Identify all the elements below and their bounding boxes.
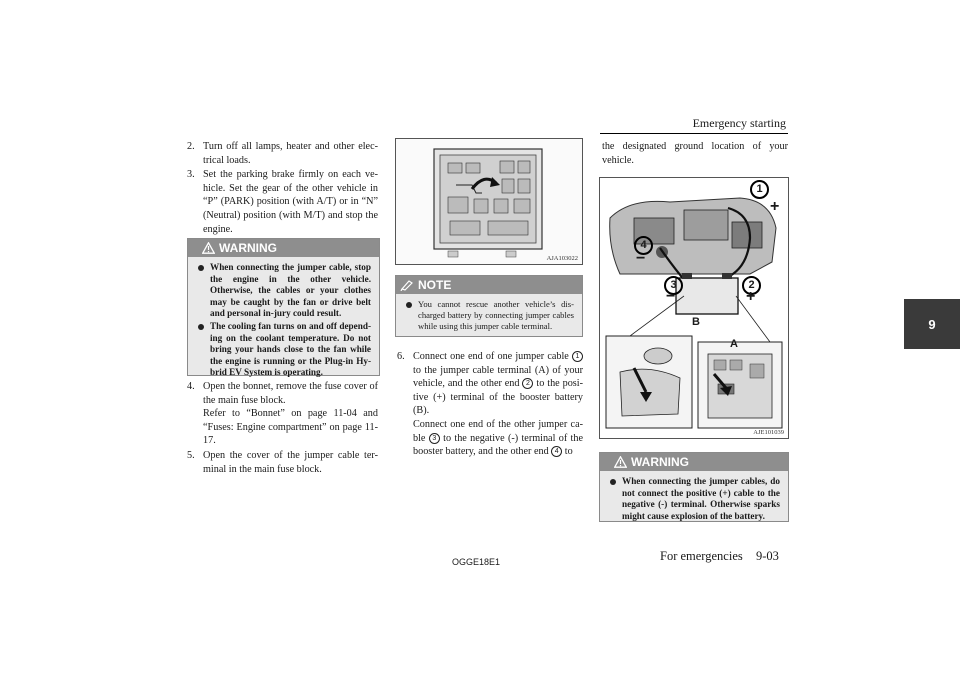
step-4: 4. Open the bonnet, remove the fuse cover of the main fuse block. Refer to “Bonnet” on page 11-04 and “Fuses: Engine compartment” on page 11-17. [187, 381, 378, 447]
step-5: 5. Open the cover of the jumper cable ter-minal in the main fuse block. [187, 449, 378, 475]
continuation-text: the designated ground location of your vehicle. [602, 141, 788, 166]
footer-section: For emergencies [660, 549, 743, 563]
warning-item: When connecting the jumper cable, stop the engine in the other vehicle. Otherwise, the cables or your clothes may be caught by the fan or drive belt and personal in-jury could result. [196, 262, 371, 320]
note-box [395, 275, 583, 337]
header-rule [600, 133, 788, 134]
minus-sign-battery: − [666, 288, 676, 305]
step-text: Set the parking brake firmly on each ve-hicle. Set the gear of the other vehicle in “P” (PARK) position (with A/T) or in “N” (Neutral) position (with M/T) and stop the engine. [203, 169, 378, 235]
callout-4: 4 [634, 236, 653, 255]
plus-sign-battery: + [746, 288, 756, 305]
warning-box [187, 238, 380, 376]
warning-body [188, 257, 379, 386]
circled-number-1: 1 [572, 351, 583, 362]
figure-code: AJE101039 [753, 429, 784, 436]
step6-part1: Connect one end of one jumper cable 1 to the jumper cable terminal (A) of your vehicle, and the other end 2 to the posi-tive (+) terminal of the booster battery (B). [413, 351, 583, 417]
minus-sign-left: − [636, 250, 646, 267]
left-column [187, 140, 378, 237]
step6-part2: Connect one end of the other jumper ca-ble 3 to the negative (-) terminal of the booster battery, and the other end 4 to [413, 418, 583, 458]
circled-number-2: 2 [522, 378, 533, 389]
left-column-lower [187, 380, 378, 477]
warning-item: The cooling fan turns on and off depend-ing on the coolant temperature. Do not bring your hands close to the fan while the engine is running or the Plug-in Hy-brid EV System is operating. [196, 321, 371, 379]
warning-body [600, 471, 788, 529]
step-2: 2. Turn off all lamps, heater and other elec-trical loads. [187, 141, 378, 166]
step-6: 6. Connect one end of one jumper cable 1 to the jumper cable terminal (A) of your vehicle, and the other end 2 to the posi-tive (+) terminal of the booster battery (B). Connect one end of the other jumper ca-ble 3 to the negative (-) terminal of the booster battery, and the other end 4 to [397, 351, 583, 458]
chapter-tab: 9 [904, 299, 960, 349]
label-A: A [730, 338, 738, 350]
warning-triangle-icon [614, 456, 627, 468]
jumper-connection-figure [599, 177, 789, 439]
note-title: NOTE [396, 276, 582, 294]
figure-code: AJA103022 [546, 255, 578, 262]
step-3: 3. Set the parking brake firmly on each ve-hicle. Set the gear of the other vehicle in “P” (PARK) position (with A/T) or in “N” (Neutral) position (with M/T) and stop the engine. [187, 169, 378, 235]
plus-sign-top: + [770, 198, 780, 215]
note-item: You cannot rescue another vehicle’s dis-charged battery by connecting jumper cables while using this jumper cable terminal. [404, 299, 574, 331]
step-text: Turn off all lamps, heater and other elec-trical loads. [203, 141, 378, 166]
pencil-icon [400, 279, 414, 291]
callout-1: 1 [750, 180, 769, 199]
doc-code: OGGE18E1 [452, 557, 501, 567]
running-header: Emergency starting [692, 116, 786, 130]
fuse-block-figure [395, 138, 583, 265]
warning-title: WARNING [188, 239, 379, 257]
callout-2: 2 [742, 276, 761, 295]
label-B: B [692, 316, 700, 328]
warning-triangle-icon [202, 242, 215, 254]
warning-title: WARNING [600, 453, 788, 471]
callout-3: 3 [664, 276, 683, 295]
circled-number-4: 4 [551, 446, 562, 457]
warning-item: When connecting the jumper cables, do not connect the positive (+) cable to the negative (-) terminal. Otherwise sparks might cause explosion of the battery. [608, 476, 780, 522]
warning-box-right [599, 452, 789, 522]
circled-number-3: 3 [429, 433, 440, 444]
fuse-block-illustration [396, 139, 582, 264]
note-body [396, 294, 582, 338]
jumper-connection-illustration [600, 178, 788, 438]
page-number: 9-03 [756, 549, 779, 563]
